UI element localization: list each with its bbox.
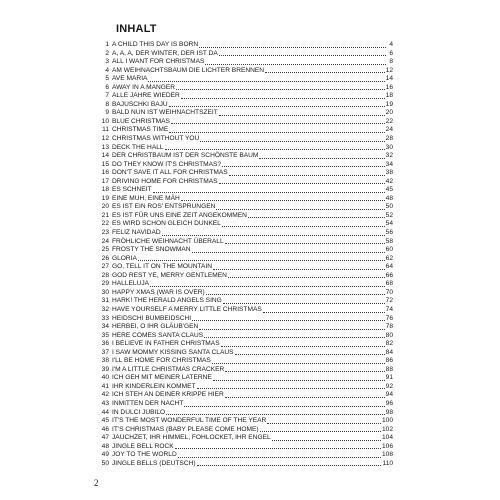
toc-entry-title: ES WIRD SCHON GLEICH DUNKEL (112, 220, 221, 228)
toc-entry-page: 88 (385, 365, 393, 373)
toc-entry-page: 98 (385, 408, 393, 416)
toc-entry (96, 374, 393, 383)
toc-entry (96, 426, 393, 435)
toc-entry-page: 108 (381, 451, 393, 459)
toc-entry-title: HARK! THE HERALD ANGELS SING (112, 297, 222, 305)
toc-entry (96, 92, 393, 101)
toc-entry-title: FROSTY THE SNOWMAN (112, 246, 191, 254)
toc-entry-number: 6 (105, 83, 109, 91)
toc-entry-page: 16 (385, 83, 393, 91)
dot-leader (259, 153, 384, 159)
dot-leader (265, 67, 385, 73)
toc-entry-title: A, A, A, DER WINTER, DER IST DA (112, 49, 218, 57)
toc-entry (96, 409, 393, 418)
toc-entry (96, 161, 393, 170)
toc-entry-number: 12 (101, 135, 109, 143)
toc-entry-title: HEIDSCHI BUMBEIDSCHI (112, 314, 192, 322)
toc-entry-title: HALLELUJA (112, 280, 150, 288)
toc-entry-title: JINGLE BELL ROCK (112, 442, 174, 450)
toc-entry-number: 1 (105, 41, 109, 48)
toc-entry (96, 451, 393, 460)
toc-entry-title: JAUCHZET, IHR HIMMEL, FOHLOCKET, IHR ENGEL (112, 434, 271, 442)
dot-leader (206, 289, 385, 295)
toc-entry-number: 40 (101, 374, 109, 382)
toc-entry-number: 10 (101, 117, 109, 125)
toc-entry (96, 229, 393, 238)
toc-entry-number: 11 (102, 126, 109, 134)
toc-entry-number: 19 (101, 194, 109, 202)
toc-entry (96, 101, 393, 110)
dot-leader (219, 50, 386, 56)
toc-entry-title: IT'S THE MOST WONDERFUL TIME OF THE YEAR (112, 417, 267, 425)
toc-entry-page: 84 (385, 348, 393, 356)
dot-leader (200, 136, 384, 142)
toc-entry-number: 18 (101, 186, 109, 194)
toc-entry-page: 24 (385, 126, 393, 134)
dot-leader (223, 298, 385, 304)
dot-leader (166, 409, 385, 415)
toc-entry-page: 52 (385, 211, 393, 219)
toc-entry-number: 45 (101, 417, 109, 425)
toc-entry-title: GLORIA (112, 254, 137, 262)
toc-entry-number: 16 (101, 169, 109, 177)
toc-entry-page: 22 (385, 117, 393, 125)
dot-leader (235, 349, 385, 355)
toc-entry (96, 203, 393, 212)
toc-entry-title: ICH STEH AN DEINER KRIPPE HIER (112, 391, 224, 399)
toc-entry-number: 34 (101, 323, 109, 331)
toc-entry (96, 306, 393, 315)
toc-entry-page: 74 (385, 305, 393, 313)
toc-entry (96, 195, 393, 204)
toc-entry (96, 126, 393, 135)
toc-entry-number: 42 (101, 391, 109, 399)
dot-leader (263, 307, 385, 313)
toc-entry-title: BLUE CHRISTMAS (112, 117, 170, 125)
toc-entry-number: 46 (101, 425, 109, 433)
dot-leader (150, 281, 385, 287)
toc-entry (96, 152, 393, 161)
toc-entry-title: I'M A LITTLE CHRISTMAS CRACKER (112, 365, 225, 373)
toc-entry-number: 49 (101, 451, 109, 459)
toc-entry-title: GO, TELL IT ON THE MOUNTAIN (112, 263, 213, 271)
toc-entry-number: 37 (101, 348, 109, 356)
toc-entry-page: 28 (385, 135, 393, 143)
toc-entry-page: 45 (385, 186, 393, 194)
toc-entry (96, 178, 393, 187)
toc-entry-title: DRIVING HOME FOR CHRISTMAS (112, 177, 218, 185)
toc-entry-page: 64 (385, 263, 393, 271)
toc-entry-number: 44 (101, 408, 109, 416)
toc-entry (96, 50, 393, 59)
toc-entry-title: EINE MUH, EINE MÄH (112, 194, 180, 202)
toc-entry-title: AWAY IN A MANGER (112, 83, 176, 91)
toc-entry (96, 383, 393, 392)
toc-entry (96, 297, 393, 306)
dot-leader (184, 401, 384, 407)
dot-leader (225, 238, 385, 244)
toc-entry-number: 24 (101, 237, 109, 245)
toc-entry-title: JOY TO THE WORLD (112, 451, 177, 459)
toc-entry-title: DO THEY KNOW IT'S CHRISTMAS? (112, 160, 222, 168)
dot-leader (212, 358, 385, 364)
dot-leader (192, 247, 385, 253)
toc-entry (96, 443, 393, 452)
toc-entry (96, 366, 393, 375)
toc-entry (96, 340, 393, 349)
toc-entry (96, 349, 393, 358)
toc-entry-page: 38 (385, 169, 393, 177)
toc-entry-number: 27 (101, 263, 109, 271)
dot-leader (204, 332, 385, 338)
dot-leader (181, 93, 385, 99)
toc-entry-title: FELIZ NAVIDAD (112, 229, 161, 237)
toc-entry (96, 434, 393, 443)
toc-entry-number: 13 (101, 143, 109, 151)
toc-entry-number: 7 (105, 92, 109, 100)
toc-entry-page: 100 (381, 417, 393, 425)
toc-entry-title: IN DULCI JUBILO (112, 408, 166, 416)
toc-entry-title: HAVE YOURSELF A MERRY LITTLE CHRISTMAS (112, 305, 262, 313)
toc-entry-number: 43 (101, 399, 109, 407)
toc-entry-title: ES IST EIN ROS' ENTSPRUNGEN (112, 203, 216, 211)
table-of-contents (96, 41, 393, 468)
page-number: 2 (94, 478, 99, 488)
dot-leader (272, 435, 381, 441)
toc-entry-page: 72 (385, 297, 393, 305)
toc-entry-page: 30 (385, 143, 393, 151)
toc-entry-title: CHRISTMAS TIME (112, 126, 169, 134)
toc-entry-title: DER CHRISTBAUM IST DER SCHÖNSTE BAUM (112, 152, 259, 160)
toc-entry-number: 15 (101, 160, 109, 168)
toc-entry-title: ALL I WANT FOR CHRISTMAS (112, 58, 205, 66)
toc-entry (96, 144, 393, 153)
toc-entry-title: JINGLE BELLS (DEUTSCH) (112, 459, 196, 467)
toc-entry-page: 14 (385, 75, 393, 83)
toc-entry-title: DON'T SAVE IT ALL FOR CHRISTMAS (112, 169, 228, 177)
toc-entry-page: 62 (385, 254, 393, 262)
dot-leader (181, 195, 385, 201)
toc-entry-number: 29 (101, 280, 109, 288)
toc-entry-page: 18 (385, 92, 393, 100)
toc-entry (96, 460, 393, 469)
toc-entry-page: 48 (385, 194, 393, 202)
toc-entry (96, 246, 393, 255)
toc-entry-page: 70 (385, 288, 393, 296)
toc-entry (96, 118, 393, 127)
toc-entry-number: 41 (101, 382, 109, 390)
toc-entry-title: ICH GEH MIT MEINER LATERNE (112, 374, 212, 382)
toc-entry-number: 14 (101, 152, 109, 160)
toc-entry-page: 58 (385, 237, 393, 245)
toc-entry (96, 255, 393, 264)
toc-entry-title: ES IST FÜR UNS EINE ZEIT ANGEKOMMEN (112, 211, 247, 219)
toc-entry-page: 86 (385, 357, 393, 365)
toc-entry-title: I SAW MOMMY KISSING SANTA CLAUS (112, 348, 234, 356)
toc-entry (96, 41, 393, 50)
toc-entry-page: 82 (385, 340, 393, 348)
toc-entry-title: IT'S CHRISTMAS (BABY PLEASE COME HOME) (112, 425, 259, 433)
toc-entry-page: 56 (385, 229, 393, 237)
toc-entry-page: 34 (385, 160, 393, 168)
toc-entry-page: 54 (385, 220, 393, 228)
toc-entry-number: 39 (101, 365, 109, 373)
dot-leader (175, 443, 381, 449)
toc-entry-title: DECK THE HALL (112, 143, 164, 151)
toc-entry-page: 4 (389, 41, 393, 48)
toc-entry (96, 58, 393, 67)
dot-leader (176, 84, 385, 90)
toc-entry-page: 78 (385, 323, 393, 331)
toc-entry (96, 109, 393, 118)
toc-entry-title: GOD REST YE, MERRY GENTLEMEN (112, 271, 227, 279)
toc-entry-page: 94 (385, 391, 393, 399)
toc-entry (96, 323, 393, 332)
toc-entry-page: 42 (385, 177, 393, 185)
dot-leader (148, 76, 384, 82)
toc-entry-title: BALD NUN IST WEIHNACHTSZEIT (112, 109, 218, 117)
toc-entry-number: 28 (101, 271, 109, 279)
dot-leader (219, 110, 385, 116)
toc-entry-title: IHR KINDERLEIN KOMMET (112, 382, 196, 390)
page-heading: INHALT (116, 23, 157, 35)
dot-leader (260, 426, 381, 432)
toc-entry-page: 32 (385, 152, 393, 160)
toc-entry-page: 104 (381, 434, 393, 442)
toc-entry-number: 25 (101, 246, 109, 254)
toc-entry (96, 135, 393, 144)
toc-entry-number: 38 (101, 357, 109, 365)
dot-leader (213, 264, 385, 270)
toc-entry-title: HERBEI, O IHR GLÄUB'GEN (112, 323, 199, 331)
toc-entry (96, 272, 393, 281)
toc-entry-number: 48 (101, 442, 109, 450)
toc-entry-title: INMITTEN DER NACHT (112, 399, 184, 407)
toc-entry-title: A CHILD THIS DAY IS BORN (112, 41, 199, 48)
toc-entry-number: 36 (101, 340, 109, 348)
toc-entry-number: 5 (105, 75, 109, 83)
toc-entry (96, 84, 393, 93)
toc-entry-page: 91 (385, 374, 393, 382)
toc-entry-page: 6 (389, 49, 393, 57)
toc-entry-number: 22 (101, 220, 109, 228)
toc-entry (96, 400, 393, 409)
toc-entry-number: 50 (101, 459, 109, 467)
toc-entry (96, 67, 393, 76)
toc-entry (96, 212, 393, 221)
toc-entry-page: 60 (385, 246, 393, 254)
toc-entry-number: 17 (101, 177, 109, 185)
dot-leader (199, 324, 384, 330)
toc-entry (96, 220, 393, 229)
toc-entry-title: CHRISTMAS WITHOUT YOU (112, 135, 200, 143)
toc-entry-title: I'LL BE HOME FOR CHRISTMAS (112, 357, 211, 365)
toc-entry-number: 21 (101, 211, 109, 219)
dot-leader (153, 187, 385, 193)
toc-entry (96, 238, 393, 247)
toc-entry-page: 68 (385, 280, 393, 288)
dot-leader (225, 366, 384, 372)
toc-entry-page: 96 (385, 399, 393, 407)
dot-leader (267, 418, 381, 424)
dot-leader (229, 170, 385, 176)
toc-entry (96, 315, 393, 324)
dot-leader (171, 118, 385, 124)
dot-leader (221, 341, 385, 347)
dot-leader (228, 272, 385, 278)
toc-entry-page: 110 (382, 459, 393, 467)
toc-entry-number: 8 (105, 100, 109, 108)
dot-leader (162, 230, 385, 236)
dot-leader (165, 144, 385, 150)
dot-leader (178, 452, 381, 458)
dot-leader (192, 315, 385, 321)
toc-entry-page: 20 (385, 109, 393, 117)
toc-entry-title: I BELIEVE IN FATHER CHRISTMAS (112, 340, 220, 348)
dot-leader (213, 375, 385, 381)
dot-leader (222, 221, 385, 227)
toc-entry-number: 2 (105, 49, 109, 57)
toc-entry (96, 75, 393, 84)
toc-entry-page: 50 (385, 203, 393, 211)
dot-leader (205, 59, 386, 65)
toc-entry (96, 186, 393, 195)
toc-entry-page: 66 (385, 271, 393, 279)
toc-entry-number: 20 (101, 203, 109, 211)
toc-entry-title: AM WEIHNACHTSBAUM DIE LICHTER BRENNEN (112, 66, 265, 74)
toc-entry (96, 289, 393, 298)
dot-leader (138, 255, 385, 261)
toc-entry-page: 12 (385, 66, 393, 74)
toc-entry-number: 47 (101, 434, 109, 442)
toc-entry (96, 280, 393, 289)
toc-entry-number: 26 (101, 254, 109, 262)
toc-entry-title: BAJUSCHKI BAJU (112, 100, 168, 108)
toc-entry-page: 92 (385, 382, 393, 390)
toc-entry-page: 19 (385, 100, 393, 108)
toc-entry-number: 30 (101, 288, 109, 296)
toc-entry-number: 23 (101, 229, 109, 237)
toc-entry-number: 32 (101, 305, 109, 313)
toc-entry (96, 391, 393, 400)
toc-entry-number: 31 (101, 297, 109, 305)
toc-entry-title: AVE MARIA (112, 75, 148, 83)
toc-entry-title: FRÖHLICHE WEIHNACHT ÜBERALL (112, 237, 224, 245)
dot-leader (199, 42, 386, 48)
toc-entry-page: 8 (389, 58, 393, 66)
dot-leader (197, 383, 385, 389)
toc-entry-page: 106 (381, 442, 393, 450)
toc-entry (96, 417, 393, 426)
toc-entry-page: 80 (385, 331, 393, 339)
dot-leader (222, 161, 385, 167)
toc-entry-title: HAPPY XMAS (WAR IS OVER) (112, 288, 205, 296)
toc-entry-title: ES SCHNEIT (112, 186, 152, 194)
dot-leader (219, 178, 385, 184)
toc-entry-page: 76 (385, 314, 393, 322)
dot-leader (225, 392, 385, 398)
toc-entry (96, 332, 393, 341)
toc-entry (96, 169, 393, 178)
toc-entry-number: 9 (105, 109, 109, 117)
dot-leader (216, 204, 384, 210)
dot-leader (169, 101, 385, 107)
toc-entry-number: 35 (101, 331, 109, 339)
toc-entry-title: HERE COMES SANTA CLAUS (112, 331, 204, 339)
toc-entry-number: 3 (105, 58, 109, 66)
toc-entry-number: 4 (105, 66, 109, 74)
toc-entry-page: 102 (381, 425, 393, 433)
dot-leader (248, 212, 385, 218)
dot-leader (169, 127, 384, 133)
dot-leader (197, 460, 382, 466)
toc-entry (96, 263, 393, 272)
toc-entry-title: ALLE JAHRE WIEDER (112, 92, 180, 100)
toc-entry (96, 357, 393, 366)
toc-entry-number: 33 (101, 314, 109, 322)
